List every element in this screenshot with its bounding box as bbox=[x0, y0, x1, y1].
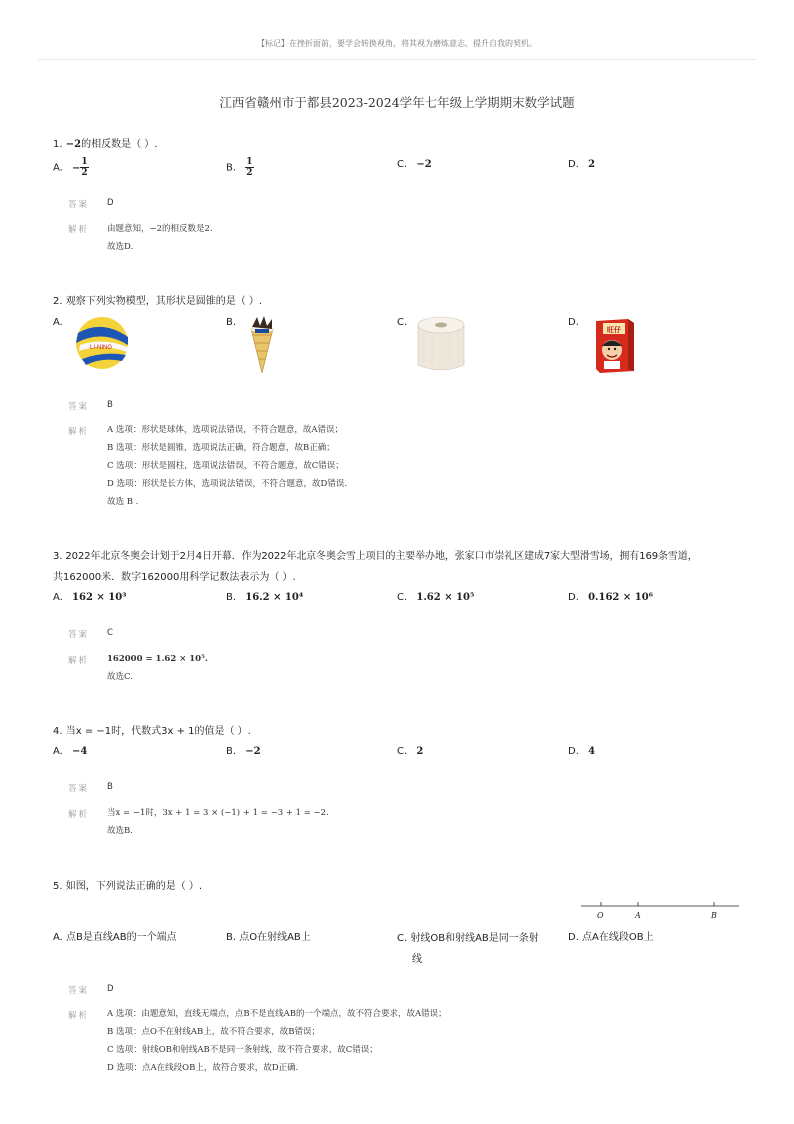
option-c[interactable] bbox=[397, 928, 539, 970]
explanation-line: 故选C. bbox=[107, 672, 133, 682]
answer-value: C bbox=[107, 628, 113, 638]
option-letter: B. bbox=[226, 592, 237, 603]
question-stem bbox=[53, 134, 743, 155]
volleyball-brand: LI-NING bbox=[89, 345, 113, 351]
explanation bbox=[107, 220, 213, 256]
answer-label: 答案 bbox=[68, 402, 90, 412]
question-1 bbox=[53, 134, 743, 252]
answer-value: D bbox=[107, 198, 114, 208]
option-letter: C. bbox=[397, 159, 408, 170]
explanation-line: C 选项：形状是圆柱，选项说法错误，不符合题意，故C错误； bbox=[107, 461, 344, 471]
option-letter: D. bbox=[568, 592, 579, 603]
option-d[interactable] bbox=[568, 592, 653, 603]
explanation-line: 由题意知，−2的相反数是2. bbox=[107, 224, 213, 234]
option-value: 16.2 × 10⁴ bbox=[245, 592, 304, 603]
question-4 bbox=[53, 721, 743, 836]
fraction-num: 1 bbox=[246, 157, 253, 167]
explanation bbox=[107, 1005, 447, 1077]
option-letter: C. bbox=[397, 746, 408, 757]
option-letter: A. bbox=[53, 746, 63, 757]
option-d[interactable]: D. bbox=[568, 317, 579, 328]
explanation-line: 当x = −1时，3x + 1 = 3 × (−1) + 1 = −3 + 1 = −2. bbox=[107, 808, 329, 818]
question-stem: 5. 如图，下列说法正确的是（ ）. bbox=[53, 881, 203, 892]
option-letter: B. bbox=[226, 746, 237, 757]
option-letter: A. bbox=[53, 592, 63, 603]
question-5 bbox=[53, 876, 743, 1073]
option-b[interactable]: B. 点O在射线AB上 bbox=[226, 932, 311, 943]
question-stem-line: 共162000米．数字162000用科学记数法表示为（ ）. bbox=[53, 572, 296, 583]
point-label-o: O bbox=[597, 911, 604, 920]
option-d[interactable]: D. 点A在线段OB上 bbox=[568, 932, 654, 943]
answer-label: 答案 bbox=[68, 200, 90, 210]
option-a[interactable] bbox=[53, 592, 127, 603]
volleyball-image bbox=[70, 315, 134, 371]
option-value: 2 bbox=[416, 746, 424, 757]
explanation-line: C 选项：射线OB和射线AB不是同一条射线，故不符合要求，故C错误； bbox=[107, 1045, 378, 1055]
ice-cream-cone-image bbox=[245, 313, 279, 375]
option-letter: D. bbox=[568, 159, 579, 170]
question-stem-line: 3. 2022年北京冬奥会计划于2月4日开幕．作为2022年北京冬奥会雪上项目的主要举办地，张家口市崇礼区建成7家大型滑雪场，拥有169条雪道， bbox=[53, 551, 698, 562]
option-value: 4 bbox=[588, 746, 596, 757]
explanation-line: 故选B. bbox=[107, 826, 133, 836]
option-letter: D. bbox=[568, 746, 579, 757]
fraction-num: 1 bbox=[81, 157, 88, 167]
point-label-b: B bbox=[711, 911, 717, 920]
option-letter: C. bbox=[397, 592, 408, 603]
question-number: 1. bbox=[53, 139, 63, 150]
option-a[interactable] bbox=[53, 746, 87, 757]
header-divider bbox=[38, 59, 756, 60]
option-b[interactable] bbox=[226, 746, 261, 757]
stem-text: 的相反数是（ ）. bbox=[81, 139, 158, 150]
explanation bbox=[107, 804, 329, 840]
option-letter: B. bbox=[226, 162, 237, 174]
option-value: 2 bbox=[588, 159, 596, 170]
option-letter: A. bbox=[53, 162, 63, 174]
explanation-line: 故选D. bbox=[107, 242, 134, 252]
option-d[interactable] bbox=[568, 746, 595, 757]
explanation-line: B 选项：形状是圆锥，选项说法正确，符合题意，故B正确； bbox=[107, 443, 335, 453]
option-sign: − bbox=[72, 162, 81, 174]
question-3 bbox=[53, 546, 743, 682]
answer-label: 答案 bbox=[68, 784, 90, 794]
option-b[interactable] bbox=[226, 157, 254, 178]
option-value: 0.162 × 10⁶ bbox=[588, 592, 654, 603]
question-stem: 4. 当x = −1时，代数式3x + 1的值是（ ）. bbox=[53, 726, 251, 737]
answer-value: B bbox=[107, 782, 113, 792]
explanation-line: A 选项：形状是球体，选项说法错误，不符合题意，故A错误； bbox=[107, 425, 343, 435]
option-value: −2 bbox=[416, 159, 432, 170]
box-text: 旺仔 bbox=[607, 326, 621, 334]
question-stem: 2. 观察下列实物模型，其形状是圆锥的是（ ）. bbox=[53, 296, 263, 307]
option-a[interactable]: A. bbox=[53, 317, 63, 328]
option-c[interactable] bbox=[397, 746, 423, 757]
answer-label: 答案 bbox=[68, 630, 90, 640]
page-title: 江西省赣州市于都县2023-2024学年七年级上学期期末数学试题 bbox=[219, 95, 575, 110]
answer-value: D bbox=[107, 984, 114, 994]
option-value: 1.62 × 10⁵ bbox=[416, 592, 475, 603]
option-a[interactable]: A. 点B是直线AB的一个端点 bbox=[53, 932, 177, 943]
option-c[interactable] bbox=[397, 592, 474, 603]
answer-value: B bbox=[107, 400, 113, 410]
explanation-line: D 选项：点A在线段OB上，故符合要求，故D正确. bbox=[107, 1063, 299, 1073]
explanation bbox=[107, 650, 208, 686]
toilet-paper-image bbox=[414, 313, 468, 375]
explanation bbox=[107, 421, 347, 511]
option-b[interactable] bbox=[226, 592, 303, 603]
option-line: C. 射线OB和射线AB是同一条射 bbox=[397, 933, 539, 944]
point-label-a: A bbox=[635, 911, 641, 920]
header-note: 【标记】在挫折面前，要学会转换视角，将其视为磨炼意志、提升自我的契机。 bbox=[257, 39, 537, 48]
option-b[interactable]: B. bbox=[226, 317, 237, 328]
fraction bbox=[80, 157, 88, 178]
fraction-den: 2 bbox=[81, 168, 88, 178]
explanation-label: 解析 bbox=[68, 427, 90, 437]
explanation-line: 故选 B . bbox=[107, 497, 139, 507]
option-c[interactable]: C. bbox=[397, 317, 408, 328]
question-2 bbox=[53, 291, 743, 507]
fraction bbox=[245, 157, 253, 178]
explanation-line: D 选项：形状是长方体，选项说法错误，不符合题意，故D错误. bbox=[107, 479, 348, 489]
option-a[interactable] bbox=[53, 157, 89, 178]
stem-math: −2 bbox=[65, 139, 82, 150]
explanation-label: 解析 bbox=[68, 810, 90, 820]
option-value: 162 × 10³ bbox=[72, 592, 127, 603]
explanation-line: 162000 = 1.62 × 10⁵. bbox=[107, 654, 208, 664]
explanation-line: B 选项：点O不在射线AB上，故不符合要求，故B错误； bbox=[107, 1027, 321, 1037]
explanation-label: 解析 bbox=[68, 225, 90, 235]
option-line: 线 bbox=[412, 954, 422, 965]
answer-label: 答案 bbox=[68, 986, 90, 996]
line-figure bbox=[581, 898, 741, 922]
option-d[interactable] bbox=[568, 159, 595, 170]
milk-box-image bbox=[590, 315, 636, 375]
explanation-label: 解析 bbox=[68, 656, 90, 666]
explanation-label: 解析 bbox=[68, 1011, 90, 1021]
option-c[interactable] bbox=[397, 159, 432, 170]
option-value: −2 bbox=[245, 746, 261, 757]
explanation-line: A 选项：由题意知，直线无端点，点B不是直线AB的一个端点，故不符合要求，故A错误； bbox=[107, 1009, 447, 1019]
fraction-den: 2 bbox=[246, 168, 253, 178]
option-value: −4 bbox=[72, 746, 88, 757]
